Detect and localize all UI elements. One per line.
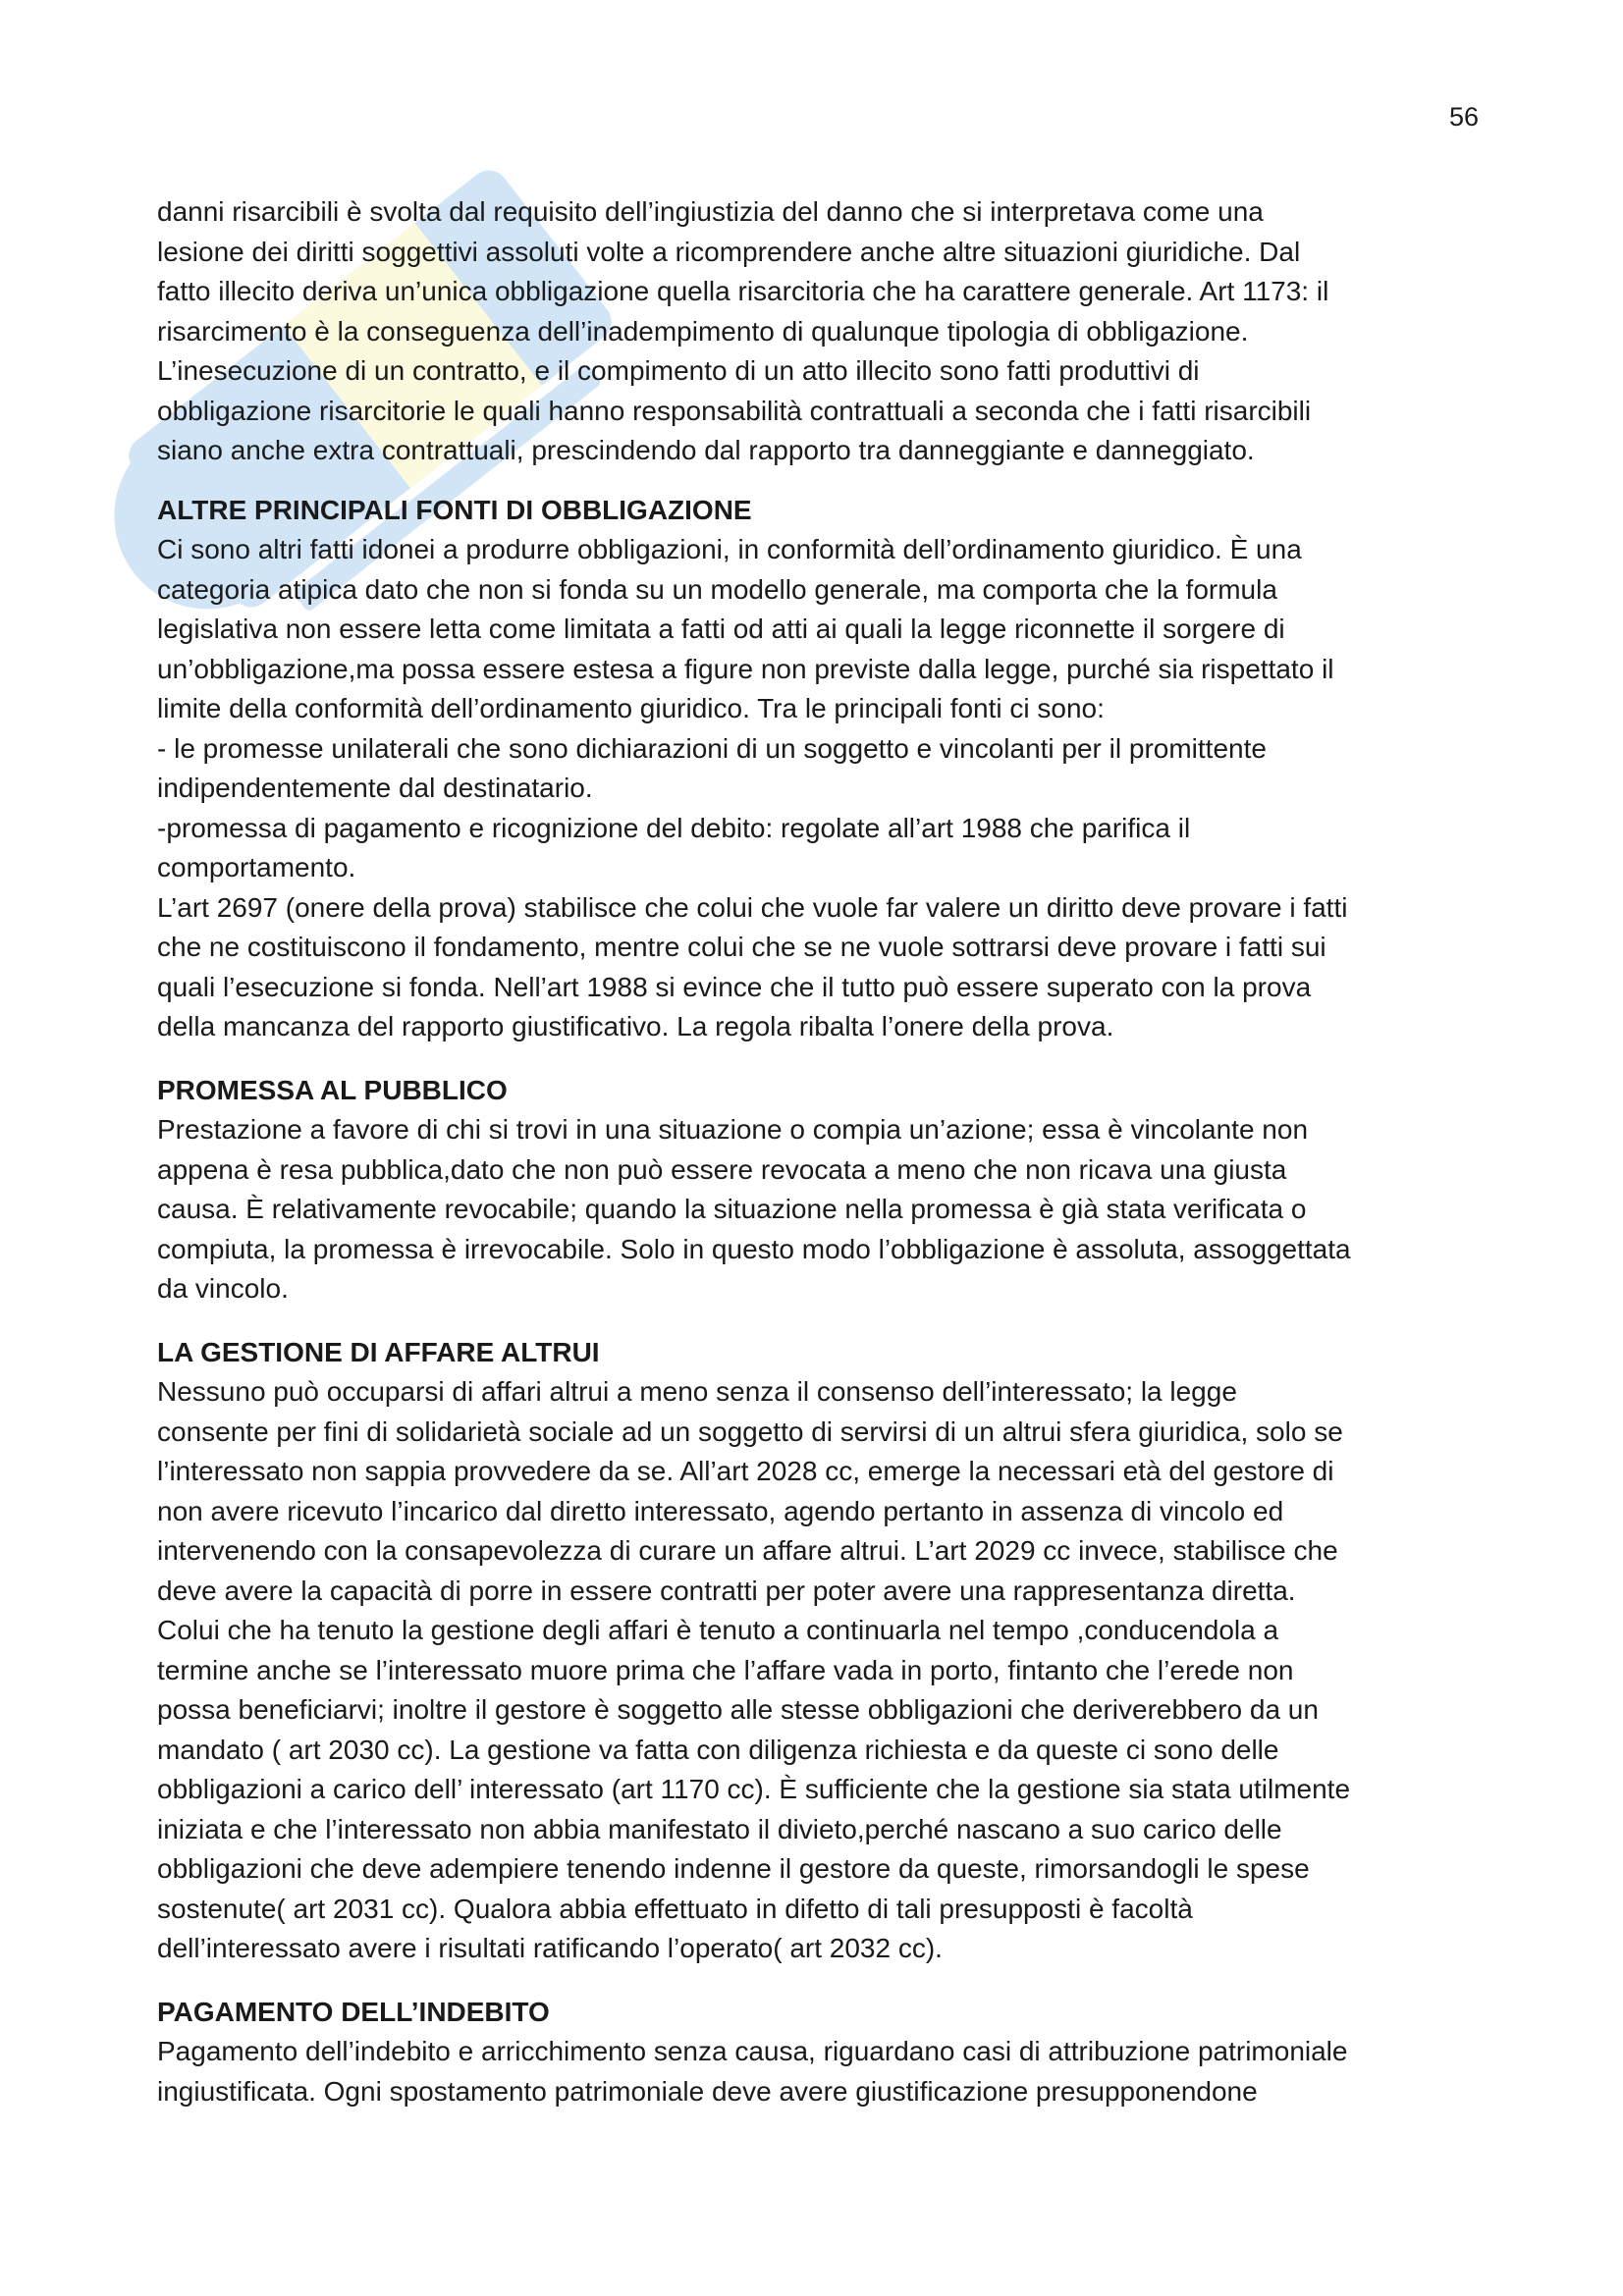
section-promessa-pubblico (157, 1071, 1478, 1309)
text-line: quali l’esecuzione si fonda. Nell’art 1988 si evince che il tutto può essere superato con la prova (157, 971, 1312, 1002)
text-line: obbligazione risarcitorie le quali hanno responsabilità contrattuali a seconda che i fatti risarcibili (157, 395, 1312, 426)
text-line: indipendentemente dal destinatario. (157, 773, 593, 803)
section-heading: PAGAMENTO DELL’INDEBITO (157, 1996, 550, 2027)
text-line: che ne costituiscono il fondamento, mentre colui che se ne vuole sottrarsi deve provare i fatti sui (157, 932, 1326, 962)
text-line: danni risarcibili è svolta dal requisito dell’ingiustizia del danno che si interpretava come una (157, 196, 1264, 227)
text-line: limite della conformità dell’ordinamento giuridico. Tra le principali fonti ci sono: (157, 693, 1105, 723)
text-line: lesione dei diritti soggettivi assoluti volte a ricomprendere anche altre situazioni giuridiche. Dal (157, 236, 1301, 267)
section-paragraph (157, 1110, 1478, 1309)
page-number: 56 (1448, 102, 1479, 132)
text-line: intervenendo con la consapevolezza di curare un affare altrui. L’art 2029 cc invece, stabilisce che (157, 1535, 1338, 1566)
section-altre-fonti (157, 491, 1478, 1047)
text-line: categoria atipica dato che non si fonda su un modello generale, ma comporta che la formula (157, 573, 1277, 605)
text-line: Nessuno può occuparsi di affari altrui a meno senza il consenso dell’interessato; la legge (157, 1376, 1237, 1407)
text-line: possa beneficiarvi; inoltre il gestore è soggetto alle stesse obbligazioni che deriverebbero da un (157, 1694, 1319, 1725)
text-line: Colui che ha tenuto la gestione degli affari è tenuto a continuarla nel tempo ,conducendola a (157, 1615, 1279, 1645)
text-line: iniziata e che l’interessato non abbia manifestato il divieto,perché nascano a suo carico delle (157, 1813, 1282, 1844)
text-line: Pagamento dell’indebito e arricchimento senza causa, riguardano casi di attribuzione patrimoniale (157, 2036, 1348, 2066)
text-line: - le promesse unilaterali che sono dichiarazioni di un soggetto e vincolanti per il promittente (157, 732, 1267, 764)
text-line: obbligazioni a carico dell’ interessato (art 1170 cc). È sufficiente che la gestione sia stata utilmente (157, 1774, 1351, 1804)
text-line: Ci sono altri fatti idonei a produrre obbligazioni, in conformità dell’ordinamento giuridico. È una (157, 534, 1302, 564)
text-line: non avere ricevuto l’incarico dal diretto interessato, agendo pertanto in assenza di vincolo ed (157, 1495, 1284, 1526)
text-line: termine anche se l’interessato muore prima che l’affare vada in porto, fintanto che l’erede non (157, 1654, 1294, 1685)
text-line: fatto illecito deriva un’unica obbligazione quella risarcitoria che ha carattere generale. Art 1173: il (157, 276, 1329, 306)
section-paragraph (157, 530, 1478, 1047)
text-line: un’obbligazione,ma possa essere estesa a figure non previste dalla legge, purché sia rispettato il (157, 653, 1334, 684)
text-line: causa. È relativamente revocabile; quando la situazione nella promessa è già stata verificata o (157, 1194, 1307, 1224)
text-line: consente per fini di solidarietà sociale ad un soggetto di servirsi di un altrui sfera giuridica, solo se (157, 1415, 1343, 1447)
text-line: da vincolo. (157, 1273, 289, 1304)
text-line: Prestazione a favore di chi si trovi in una situazione o compia un’azione; essa è vincolante non (157, 1114, 1309, 1145)
text-line: L’inesecuzione di un contratto, e il compimento di un atto illecito sono fatti produttivi di (157, 355, 1200, 386)
intro-paragraph (157, 192, 1478, 471)
text-line: l’interessato non sappia provvedere da se. All’art 2028 cc, emerge la necessari età del gestore di (157, 1456, 1334, 1486)
text-line: compiuta, la promessa è irrevocabile. Solo in questo modo l’obbligazione è assoluta, assoggettata (157, 1233, 1351, 1264)
text-line: legislativa non essere letta come limitata a fatti od atti ai quali la legge riconnette il sorgere di (157, 614, 1285, 644)
text-line: della mancanza del rapporto giustificativo. La regola ribalta l’onere della prova. (157, 1011, 1114, 1041)
text-line: obbligazioni che deve adempiere tenendo indenne il gestore da queste, rimorsandogli le spese (157, 1853, 1310, 1884)
text-line: risarcimento è la conseguenza dell’inadempimento di qualunque tipologia di obbligazione. (157, 315, 1249, 347)
section-paragraph (157, 1372, 1478, 1969)
section-paragraph (157, 2032, 1478, 2111)
text-line: mandato ( art 2030 cc). La gestione va fatta con diligenza richiesta e da queste ci sono delle (157, 1734, 1279, 1765)
section-heading: LA GESTIONE DI AFFARE ALTRUI (157, 1336, 600, 1367)
text-line: deve avere la capacità di porre in essere contratti per poter avere una rappresentanza diretta. (157, 1575, 1296, 1606)
text-line: ingiustificata. Ogni spostamento patrimoniale deve avere giustificazione presupponendone (157, 2075, 1258, 2107)
text-line: dell’interessato avere i risultati ratificando l’operato( art 2032 cc). (157, 1933, 943, 1963)
text-line: -promessa di pagamento e ricognizione del debito: regolate all’art 1988 che parifica il (157, 812, 1191, 843)
text-line: L’art 2697 (onere della prova) stabilisce che colui che vuole far valere un diritto deve provare i fatti (157, 891, 1348, 923)
section-heading: ALTRE PRINCIPALI FONTI DI OBBLIGAZIONE (157, 494, 752, 525)
text-line: appena è resa pubblica,dato che non può essere revocata a meno che non ricava una giusta (157, 1153, 1287, 1185)
text-line: sostenute( art 2031 cc). Qualora abbia effettuato in difetto di tali presupposti è facoltà (157, 1893, 1193, 1924)
document-body (157, 192, 1478, 2111)
text-line: comportamento. (157, 852, 356, 882)
section-gestione-affare (157, 1333, 1478, 1969)
section-pagamento-indebito (157, 1993, 1478, 2112)
section-heading: PROMESSA AL PUBBLICO (157, 1074, 508, 1105)
text-line: siano anche extra contrattuali, prescindendo dal rapporto tra danneggiante e danneggiato. (157, 435, 1255, 465)
